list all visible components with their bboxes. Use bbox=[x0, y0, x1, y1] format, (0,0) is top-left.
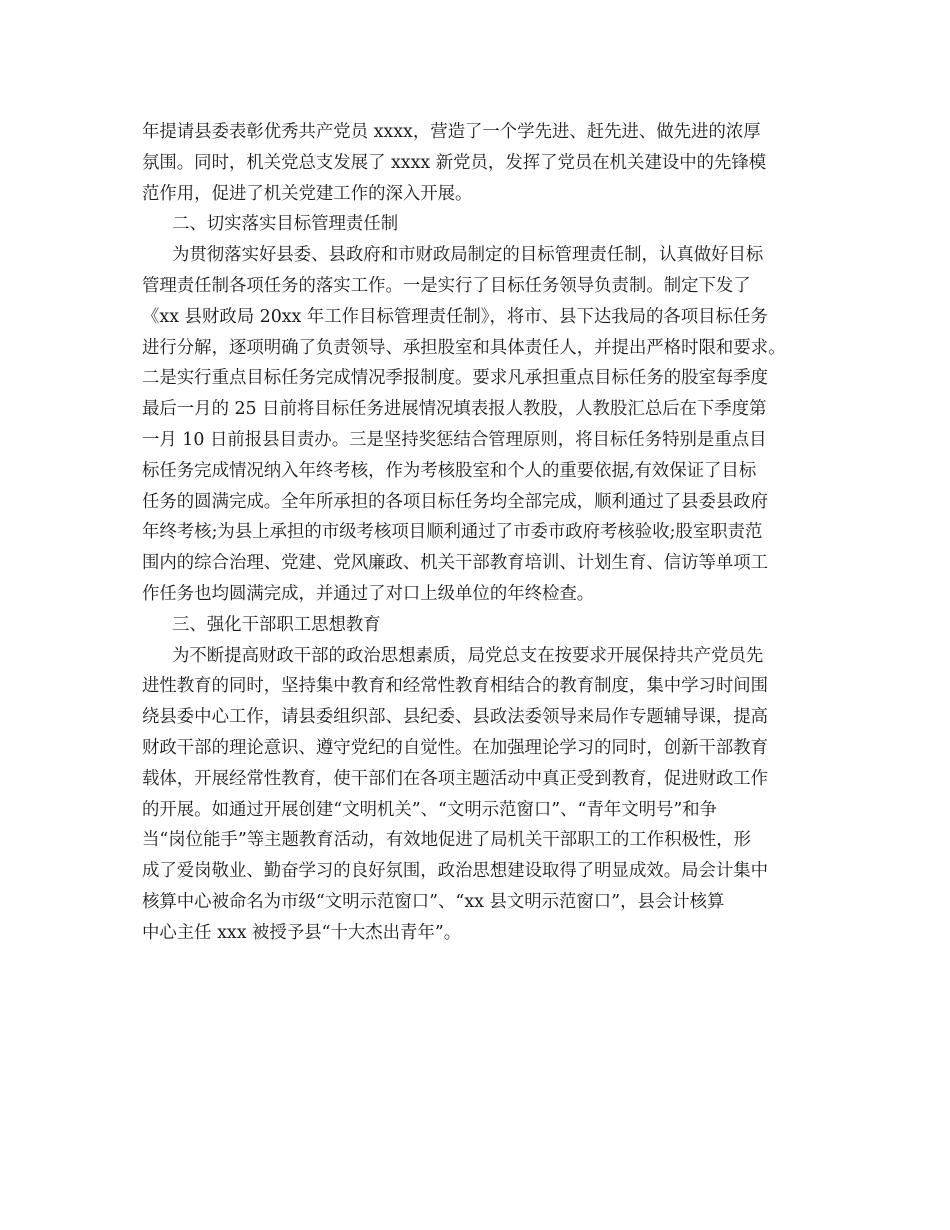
text-line: 进行分解，逐项明确了负责领导、承担股室和具体责任人，并提出严格时限和要求。 bbox=[142, 337, 786, 358]
text-line: 管理责任制各项任务的落实工作。一是实行了目标任务领导负责制。制定下发了 bbox=[142, 275, 751, 296]
text-line: 载体，开展经常性教育，使干部们在各项主题活动中真正受到教育，促进财政工作 bbox=[142, 768, 769, 789]
text-line: 氛围。同时，机关党总支发展了 xxxx 新党员，发挥了党员在机关建设中的先锋模 bbox=[142, 152, 767, 173]
document-body bbox=[142, 117, 812, 949]
text-line: 任务的圆满完成。全年所承担的各项目标任务均全部完成，顺利通过了县委县政府 bbox=[142, 491, 769, 512]
text-line: 作任务也均圆满完成，并通过了对口上级单位的年终检查。 bbox=[142, 583, 595, 604]
paragraph-first-line: 为不断提高财政干部的政治思想素质，局党总支在按要求开展保持共产党员先 bbox=[172, 645, 764, 666]
text-line: 成了爱岗敬业、勤奋学习的良好氛围，政治思想建设取得了明显成效。局会计集中 bbox=[142, 861, 769, 882]
text-line: 《xx 县财政局 20xx 年工作目标管理责任制》，将市、县下达我局的各项目标任务 bbox=[142, 306, 768, 327]
text-line: 标任务完成情况纳入年终考核，作为考核股室和个人的重要依据,有效保证了目标 bbox=[142, 460, 757, 481]
section-heading: 二、切实落实目标管理责任制 bbox=[172, 214, 399, 235]
text-line: 进性教育的同时，坚持集中教育和经常性教育相结合的教育制度，集中学习时间围 bbox=[142, 676, 769, 697]
text-line: 财政干部的理论意识、遵守党纪的自觉性。在加强理论学习的同时，创新干部教育 bbox=[142, 737, 769, 758]
text-line: 围内的综合治理、党建、党风廉政、机关干部教育培训、计划生育、信访等单项工 bbox=[142, 553, 769, 574]
text-line: 年终考核;为县上承担的市级考核项目顺利通过了市委市政府考核验收;股室职责范 bbox=[142, 522, 763, 543]
text-line: 一月 10 日前报县目责办。三是坚持奖惩结合管理原则，将目标任务特别是重点目 bbox=[142, 429, 767, 450]
text-line: 二是实行重点目标任务完成情况季报制度。要求凡承担重点目标任务的股室每季度 bbox=[142, 368, 769, 389]
text-line: 最后一月的 25 日前将目标任务进展情况填表报人教股，人教股汇总后在下季度第 bbox=[142, 399, 767, 420]
text-line: 绕县委中心工作，请县委组织部、县纪委、县政法委领导来局作专题辅导课，提高 bbox=[142, 707, 769, 728]
paragraph-first-line: 为贯彻落实好县委、县政府和市财政局制定的目标管理责任制，认真做好目标 bbox=[172, 245, 764, 266]
text-line: 核算中心被命名为市级“文明示范窗口”、“xx 县文明示范窗口”，县会计核算 bbox=[142, 891, 725, 912]
text-line: 中心主任 xxx 被授予县“十大杰出青年”。 bbox=[142, 922, 462, 943]
text-line: 当“岗位能手”等主题教育活动，有效地促进了局机关干部职工的工作积极性，形 bbox=[142, 830, 752, 851]
text-line: 的开展。如通过开展创建“文明机关”、“文明示范窗口”、“青年文明号”和争 bbox=[142, 799, 718, 820]
text-line: 年提请县委表彰优秀共产党员 xxxx，营造了一个学先进、赶先进、做先进的浓厚 bbox=[142, 122, 761, 142]
section-heading: 三、强化干部职工思想教育 bbox=[172, 614, 381, 635]
text-line: 范作用，促进了机关党建工作的深入开展。 bbox=[142, 183, 473, 204]
